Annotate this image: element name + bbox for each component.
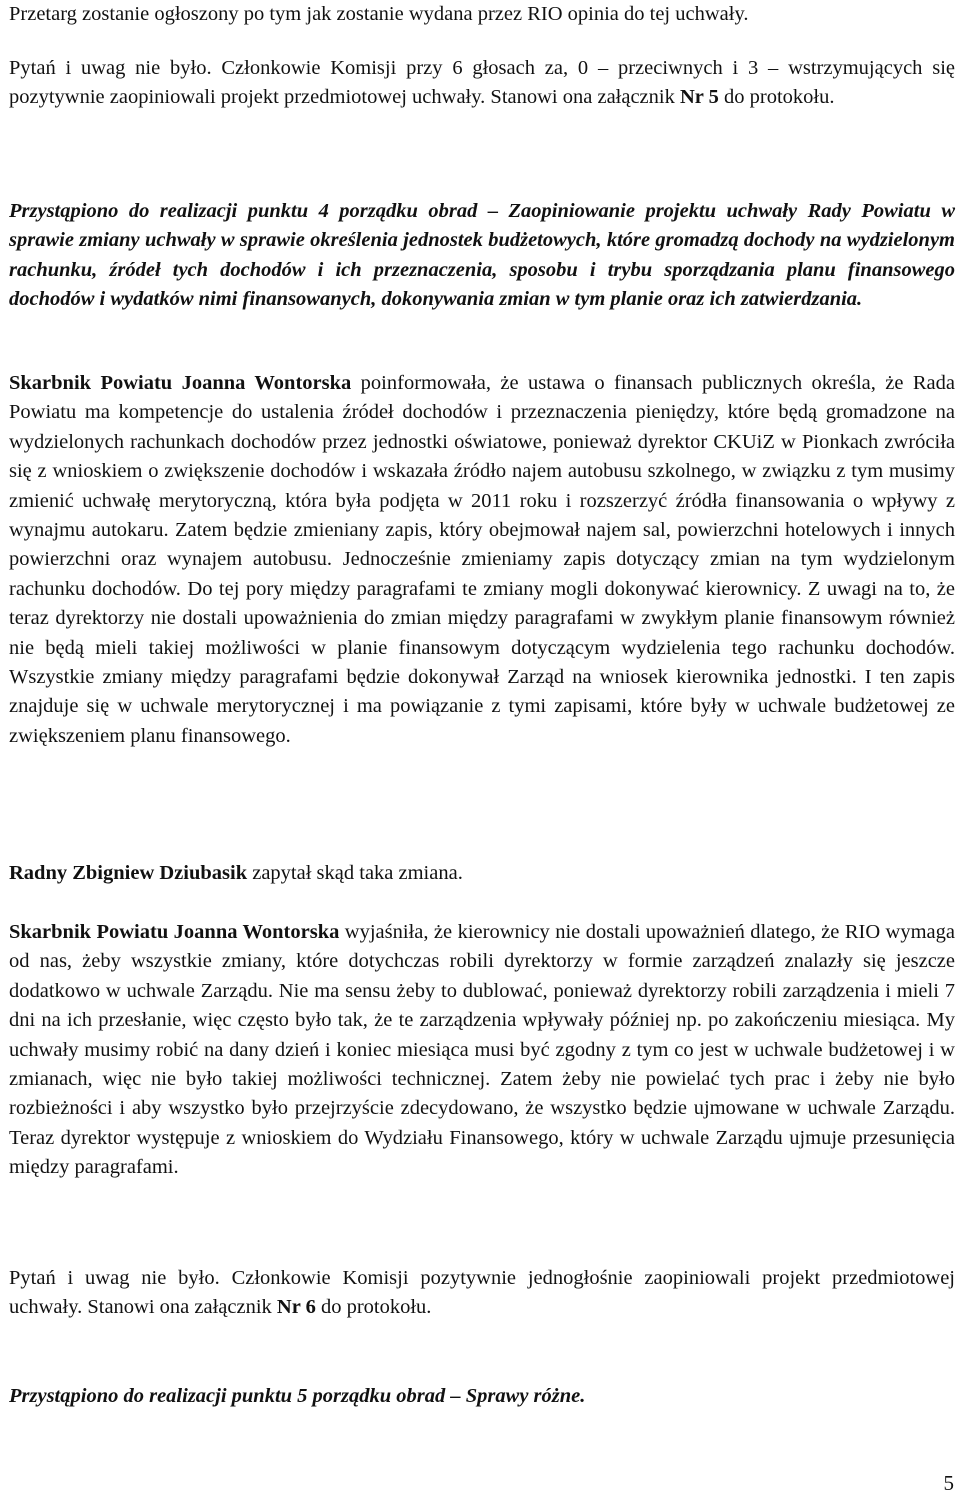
agenda-item-5-text: Przystąpiono do realizacji punktu 5 porządku obrad – Sprawy różne.: [9, 1385, 586, 1407]
paragraph-councillor-question: [9, 859, 955, 888]
paragraph-treasurer-2: [9, 918, 955, 1183]
paragraph-tender: [9, 0, 955, 29]
paragraph-vote-2-end: do protokołu.: [315, 1296, 432, 1319]
speaker-name: Skarbnik Powiatu Joanna Wontorska: [9, 921, 340, 943]
paragraph-vote-2: [9, 1264, 955, 1323]
paragraph-vote-1-end: do protokołu.: [718, 86, 835, 109]
attachment-ref-6: Nr 6: [276, 1296, 316, 1319]
page-number: 5: [943, 1471, 954, 1495]
paragraph-vote-1: [9, 54, 955, 113]
agenda-item-5-heading: [9, 1382, 955, 1411]
paragraph-treasurer-1: [9, 369, 955, 751]
paragraph-treasurer-1-text: poinformowała, że ustawa o finansach publicznych określa, że Rada Powiatu ma kompetencje do ustalenia źródeł dochodów i przeznaczenia pieniędzy, które będą gromadzone na wydzielonych rachunkach dochodów przez jednostki oświatowe, ponieważ dyrektor CKUiZ w Pionkach zwróciła się z wnioskiem o zwiększenie dochodów i wskazała źródło najem autobusu szkolnego, w związku z tym musimy zmienić uchwałę merytoryczną, która była podjęta w 2011 roku i rozszerzyć źródła finansowania o wpływy z wynajmu autokaru. Zatem będzie zmieniany zapis, który obejmował najem sal, powierzchni hotelowych i innych powierzchni oraz wynajem autobusu. Jednocześnie zmieniamy zapis dotyczący zmian na tym wydzielonym rachunku dochodów. Do tej pory między paragrafami te zmiany mogli dokonywać kierownicy. Z uwagi na to, że teraz dyrektorzy nie dostali upoważnienia do zmian między paragrafami w zwykłym planie finansowym również nie będą mieli takiej możliwości w planie finansowym dotyczącym wydzielenia tego rachunku dochodów. Wszystkie zmiany między paragrafami będzie dokonywał Zarząd na wniosek kierownika jednostki. I ten zapis znajduje się w uchwale merytorycznej i ma powiązanie z tymi zapisami, które były w uchwale budżetowej ze zwiększeniem planu finansowego.: [9, 372, 955, 747]
attachment-ref-5: Nr 5: [679, 86, 719, 109]
paragraph-vote-1-text: Pytań i uwag nie było. Członkowie Komisji przy 6 głosach za, 0 – przeciwnych i 3 – wstrzymujących się pozytywnie zaopiniowali projekt przedmiotowej uchwały. Stanowi ona załącznik: [9, 57, 955, 109]
paragraph-vote-2-text: Pytań i uwag nie było. Członkowie Komisji pozytywnie jednogłośnie zaopiniowali projekt przedmiotowej uchwały. Stanowi ona załącznik: [9, 1267, 955, 1319]
speaker-name: Radny Zbigniew Dziubasik: [9, 862, 248, 884]
paragraph-tender-text: Przetarg zostanie ogłoszony po tym jak zostanie wydana przez RIO opinia do tej uchwały.: [9, 3, 749, 25]
paragraph-councillor-question-text: zapytał skąd taka zmiana.: [247, 862, 463, 884]
speaker-name: Skarbnik Powiatu Joanna Wontorska: [9, 372, 352, 394]
agenda-item-4-text: Przystąpiono do realizacji punktu 4 porządku obrad – Zaopiniowanie projektu uchwały Rady Powiatu w sprawie zmiany uchwały w sprawie określenia jednostek budżetowych, które gromadzą dochody na wydzielonym rachunku, źródeł tych dochodów i ich przeznaczenia, sposobu i trybu sporządzania planu finansowego dochodów i wydatków nimi finansowanych, dokonywania zmian w tym planie oraz ich zatwierdzania.: [9, 200, 955, 311]
paragraph-treasurer-2-text: wyjaśniła, że kierownicy nie dostali upoważnień dlatego, że RIO wymaga od nas, żeby wszystkie zmiany, które dotychczas robili dyrektorzy w formie zarządzeń znalazły się jeszcze dodatkowo w uchwale Zarządu. Nie ma sensu żeby to dublować, ponieważ dyrektorzy robili zarządzenia i mieli 7 dni na ich przesłanie, więc często było tak, że te zarządzenia wpływały później np. po zakończeniu miesiąca. My uchwały musimy robić na dany dzień i koniec miesiąca musi być zgodny z tym co jest w uchwale budżetowej i w zmianach, więc nie było takiej możliwości technicznej. Zatem żeby nie powielać tych prac i żeby nie było rozbieżności i aby wszystko było przejrzyście zdecydowano, że wszystko będzie ujmowane w uchwale Zarządu. Teraz dyrektor występuje z wnioskiem do Wydziału Finansowego, który w uchwale Zarządu ujmuje przesunięcia między paragrafami.: [9, 921, 956, 1179]
agenda-item-4-heading: [9, 197, 955, 315]
